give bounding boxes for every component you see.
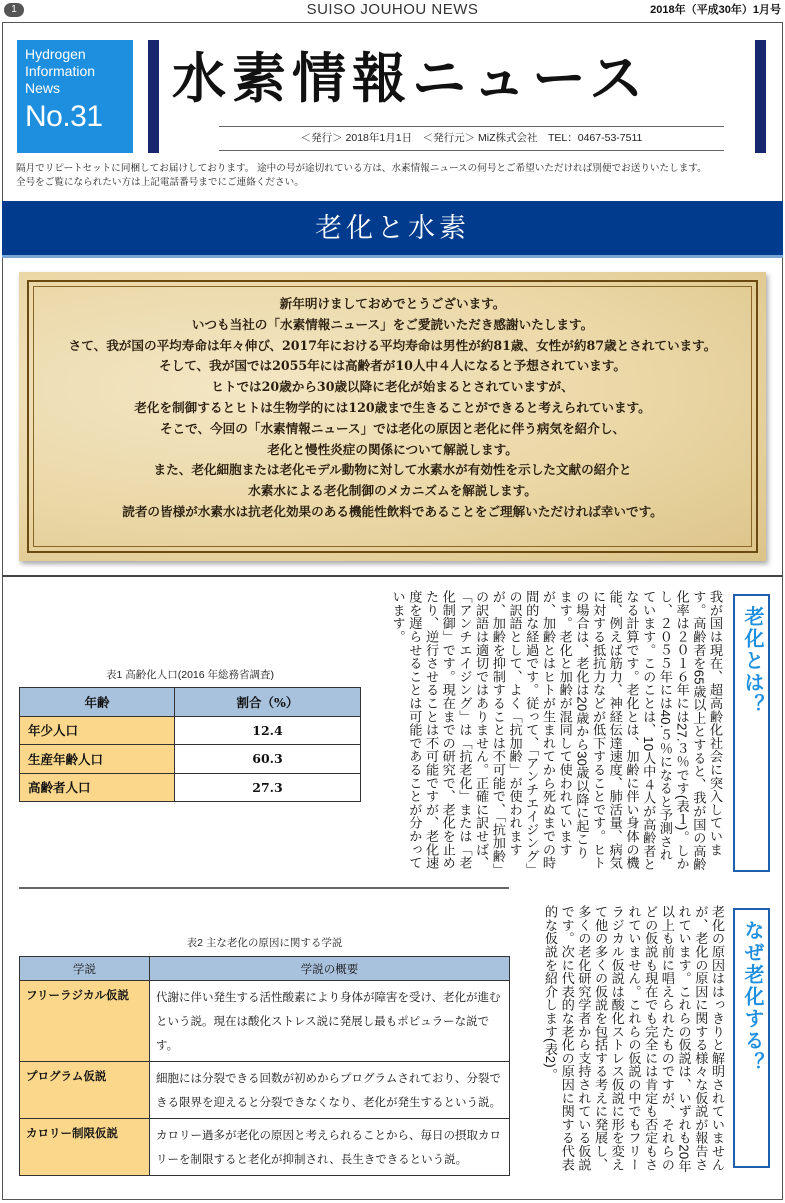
- table1-header-ratio: 割合（%）: [175, 688, 361, 717]
- table1-row-value: 27.3: [175, 773, 361, 802]
- table-row: [20, 745, 361, 774]
- section-label-why-aging: なぜ老化する？: [733, 908, 770, 1168]
- issue-number: No.31: [25, 100, 103, 133]
- logo-line-news: News: [25, 80, 61, 96]
- issue-date: 2018年（平成30年）1月号: [650, 4, 781, 16]
- table2-caption: 表2 主な老化の原因に関する学説: [186, 937, 343, 949]
- notice-line-1: 隔月でリピートセットに同梱してお届けしております。 途中の号が途切れている方は、水素情報ニュースの何号とご希望いただければ別便でお送りいたします。: [16, 163, 707, 174]
- page-header: [0, 0, 785, 22]
- feature-title-banner: 老化と水素: [2, 201, 783, 258]
- greeting-line: いつも当社の「水素情報ニュース」をご愛読いただき感謝いたします。: [191, 316, 594, 332]
- greeting-line: そこで、今回の「水素情報ニュース」では老化の原因と老化に伴う病気を紹介し、: [159, 420, 626, 436]
- table2-row-label: プログラム仮説: [20, 1062, 150, 1119]
- masthead-bar-right: [755, 40, 766, 153]
- table-row: [20, 1062, 510, 1119]
- table1-row-value: 60.3: [175, 745, 361, 774]
- table2-row-label: カロリー制限仮説: [20, 1119, 150, 1176]
- logo-line-information: Information: [25, 63, 96, 79]
- greeting-line: さて、我が国の平均寿命は年々伸び、2017年における平均寿命は男性が約81歳、女性が約87歳とされています。: [68, 337, 717, 353]
- table2-row-value: 代謝に伴い発生する活性酸素により身体が障害を受け、老化が進むという説。現在は酸化ストレス説に発展し最もポピュラーな説です。: [150, 981, 510, 1062]
- page-number-badge: 1: [4, 3, 24, 17]
- table-row: [20, 1119, 510, 1176]
- greeting-line: 老化と慢性炎症の関係について解説します。: [267, 441, 518, 457]
- table1-row-label: 高齢者人口: [20, 773, 175, 802]
- mid-divider: [19, 887, 509, 889]
- greeting-line: 新年明けましておめでとうございます。: [279, 296, 506, 311]
- masthead-bar-left: [148, 40, 159, 153]
- greeting-line: また、老化細胞または老化モデル動物に対して水素水が有効性を示した文献の紹介と: [153, 462, 632, 478]
- aging-population-table: [19, 687, 361, 802]
- notice-line-2: 全号をご覧になられたい方は上記電話番号までにご連絡ください。: [16, 177, 304, 188]
- table1-row-value: 12.4: [175, 716, 361, 745]
- greeting-line: 読者の皆様が水素水は抗老化効果のある機能性飲料であることをご理解いただければ幸いです。: [122, 503, 663, 519]
- publication-info: ＜発行＞ 2018年1月1日 ＜発行元＞ MiZ株式会社 TEL：0467-53-7511: [219, 126, 724, 151]
- logo: [17, 40, 133, 153]
- table1-row-label: 生産年齢人口: [20, 745, 175, 774]
- aging-theories-table: [19, 956, 510, 1176]
- distribution-notice: [16, 162, 776, 190]
- table2-header-theory: 学説: [20, 957, 150, 981]
- greeting-line: そして、我が国では2055年には高齢者が10人中４人になると予想されています。: [159, 358, 626, 374]
- table-row: [20, 981, 510, 1062]
- greeting-line: 老化を制御するとヒトは生物学的には120歳まで生きることができると考えられています。: [134, 399, 651, 415]
- table2-header-summary: 学説の概要: [150, 957, 510, 981]
- greeting-parchment: [19, 272, 766, 561]
- table2-row-label: フリーラジカル仮説: [20, 981, 150, 1062]
- greeting-text: [19, 294, 766, 523]
- table-row: [20, 773, 361, 802]
- section-divider: [2, 575, 783, 577]
- section-label-what-is-aging: 老化とは？: [733, 594, 770, 872]
- table-row: [20, 716, 361, 745]
- masthead-title: 水素情報ニュース: [172, 46, 650, 110]
- section-body-what-is-aging: 我が国は現在、超高齢化社会に突入しています。高齢者を65歳以上とすると、我が国の高齢化率は２０１６年には27.３％です(表１)。しかし、２０５５年には40.５％になると予測されています。このことは、10人中４人が高齢者となる計算です。老化とは、加齢に伴い身体の機能、例えば筋力、神経伝達速度、肺活量、病気に対する抵抗力などが低下することです。ヒトの場合は、老化は20歳から30歳以降に起こります。老化と加齢が混同して使われていますが、加齢とはヒトが生まれてから死ぬまでの時間的な経過です。従って、「アンチエイジング」の訳語として、よく「抗加齢」が使われますが、加齢を抑制することは不可能で、「抗加齢」の訳語は適切ではありません。正確に訳せば、「アンチエイジング」は「抗老化」または「老化制御」です。現在までの研究で、老化を止めたり、逆行させることは不可能ですが、老化速度を遅らせることは可能であることが分かっています。: [390, 590, 723, 871]
- greeting-line: 水素水による老化制御のメカニズムを解説します。: [248, 483, 537, 499]
- logo-line-hydrogen: Hydrogen: [25, 46, 86, 62]
- table2-row-value: 細胞には分裂できる回数が初めからプログラムされており、分裂できる限界を迎えると分裂できなくなり、老化が発生するという説。: [150, 1062, 510, 1119]
- section-body-why-aging: 老化の原因ははっきりと解明されていませんが、老化の原因に関する様々な仮説が報告されています。これらの仮説は、いずれも20年以上も前に唱えられたものですが、それらのどの仮説も現在でも完全には肯定も否定もされていません。これらの仮説の中でもフリーラジカル仮説は酸化ストレス仮説に形を変えて他の多くの仮説を包括する考えに発展し、多くの老化研究学者から支持されている仮説です。次に代表的な老化の原因に関する代表的な仮説を紹介します(表2)。: [542, 905, 725, 1173]
- series-title: SUISO JOUHOU NEWS: [306, 1, 479, 18]
- greeting-line: ヒトでは20歳から30歳以降に老化が始まるとされていますが、: [211, 379, 574, 395]
- table1-caption: 表1 高齢化人口(2016 年総務省調査): [105, 669, 275, 681]
- table1-row-label: 年少人口: [20, 716, 175, 745]
- table2-row-value: カロリー過多が老化の原因と考えられることから、毎日の摂取カロリーを制限すると老化が抑制され、長生きできるという説。: [150, 1119, 510, 1176]
- table1-header-age: 年齢: [20, 688, 175, 717]
